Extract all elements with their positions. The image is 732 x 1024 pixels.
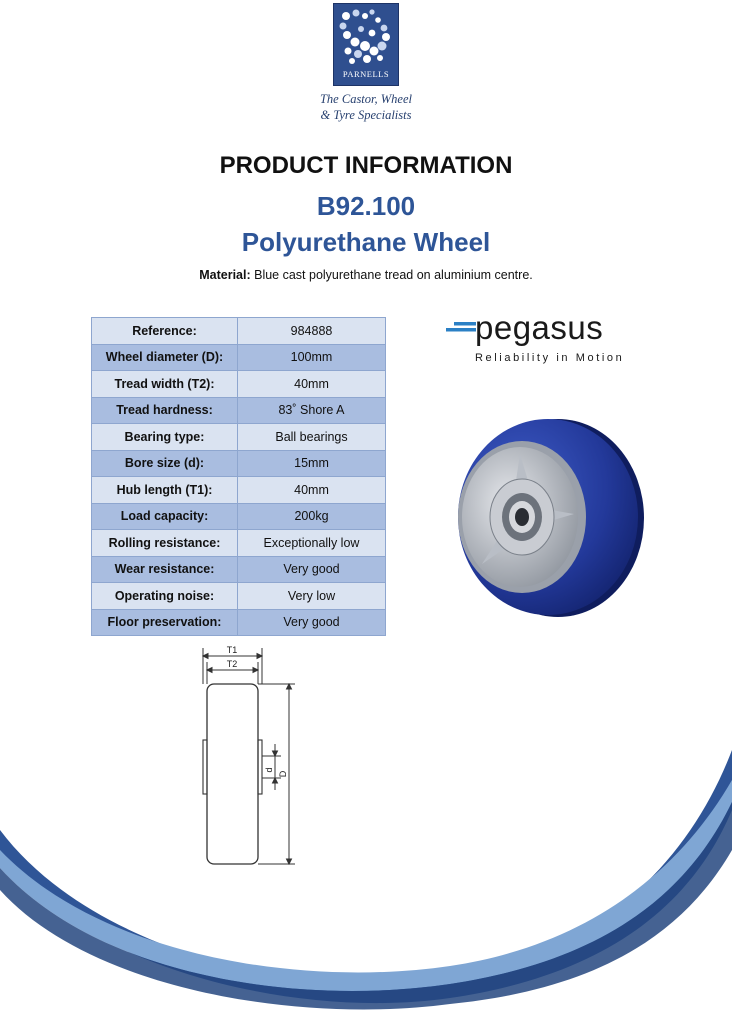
- table-row: [92, 318, 386, 345]
- spec-label: Wheel diameter (D):: [92, 344, 238, 371]
- dots-logo-icon: [334, 4, 398, 70]
- table-row: [92, 556, 386, 583]
- table-row: [92, 344, 386, 371]
- spec-label: Reference:: [92, 318, 238, 345]
- spec-value: 15mm: [238, 450, 386, 477]
- table-row: [92, 397, 386, 424]
- spec-label: Tread hardness:: [92, 397, 238, 424]
- spec-label: Operating noise:: [92, 583, 238, 610]
- spec-label: Floor preservation:: [92, 609, 238, 636]
- pegasus-logo-text: pegasus: [475, 309, 604, 346]
- decorative-swoosh: [0, 740, 732, 1024]
- spec-value: 200kg: [238, 503, 386, 530]
- spec-value: 40mm: [238, 477, 386, 504]
- spec-label: Hub length (T1):: [92, 477, 238, 504]
- table-row: [92, 503, 386, 530]
- spec-value: 40mm: [238, 371, 386, 398]
- material-text: Blue cast polyurethane tread on aluminium centre.: [250, 268, 533, 282]
- table-row: [92, 424, 386, 451]
- pegasus-slogan: Reliability in Motion: [475, 352, 625, 364]
- product-code: B92.100: [316, 191, 416, 221]
- tagline-line-2: & Tyre Specialists: [320, 108, 412, 122]
- diameter-D-label: D: [278, 770, 288, 778]
- product-name: Polyurethane Wheel: [241, 227, 491, 257]
- material-label: Material:: [199, 268, 251, 282]
- logo-tagline: [300, 91, 432, 123]
- spec-value: Very good: [238, 556, 386, 583]
- table-row: [92, 371, 386, 398]
- table-row: [92, 583, 386, 610]
- parnells-wordmark: PARNELLS: [342, 69, 390, 79]
- spec-value: 984888: [238, 318, 386, 345]
- spec-table: [91, 317, 386, 636]
- spec-label: Tread width (T2):: [92, 371, 238, 398]
- spec-label: Bearing type:: [92, 424, 238, 451]
- table-row: [92, 477, 386, 504]
- page-title: PRODUCT INFORMATION: [219, 152, 513, 179]
- spec-label: Load capacity:: [92, 503, 238, 530]
- spec-label: Wear resistance:: [92, 556, 238, 583]
- spec-label: Rolling resistance:: [92, 530, 238, 557]
- spec-value: 83˚ Shore A: [238, 397, 386, 424]
- tagline-line-1: The Castor, Wheel: [319, 92, 412, 106]
- spec-value: Ball bearings: [238, 424, 386, 451]
- t1-label: T1: [226, 645, 238, 655]
- bore-d-label: d: [264, 767, 274, 773]
- wheel-image: [452, 414, 648, 620]
- spec-value: Very good: [238, 609, 386, 636]
- table-row: [92, 609, 386, 636]
- material-line: [0, 268, 732, 282]
- spec-value: 100mm: [238, 344, 386, 371]
- spec-label: Bore size (d):: [92, 450, 238, 477]
- spec-value: Exceptionally low: [238, 530, 386, 557]
- table-row: [92, 530, 386, 557]
- pegasus-speed-icon: [446, 320, 476, 338]
- t2-label: T2: [226, 659, 238, 669]
- table-row: [92, 450, 386, 477]
- spec-value: Very low: [238, 583, 386, 610]
